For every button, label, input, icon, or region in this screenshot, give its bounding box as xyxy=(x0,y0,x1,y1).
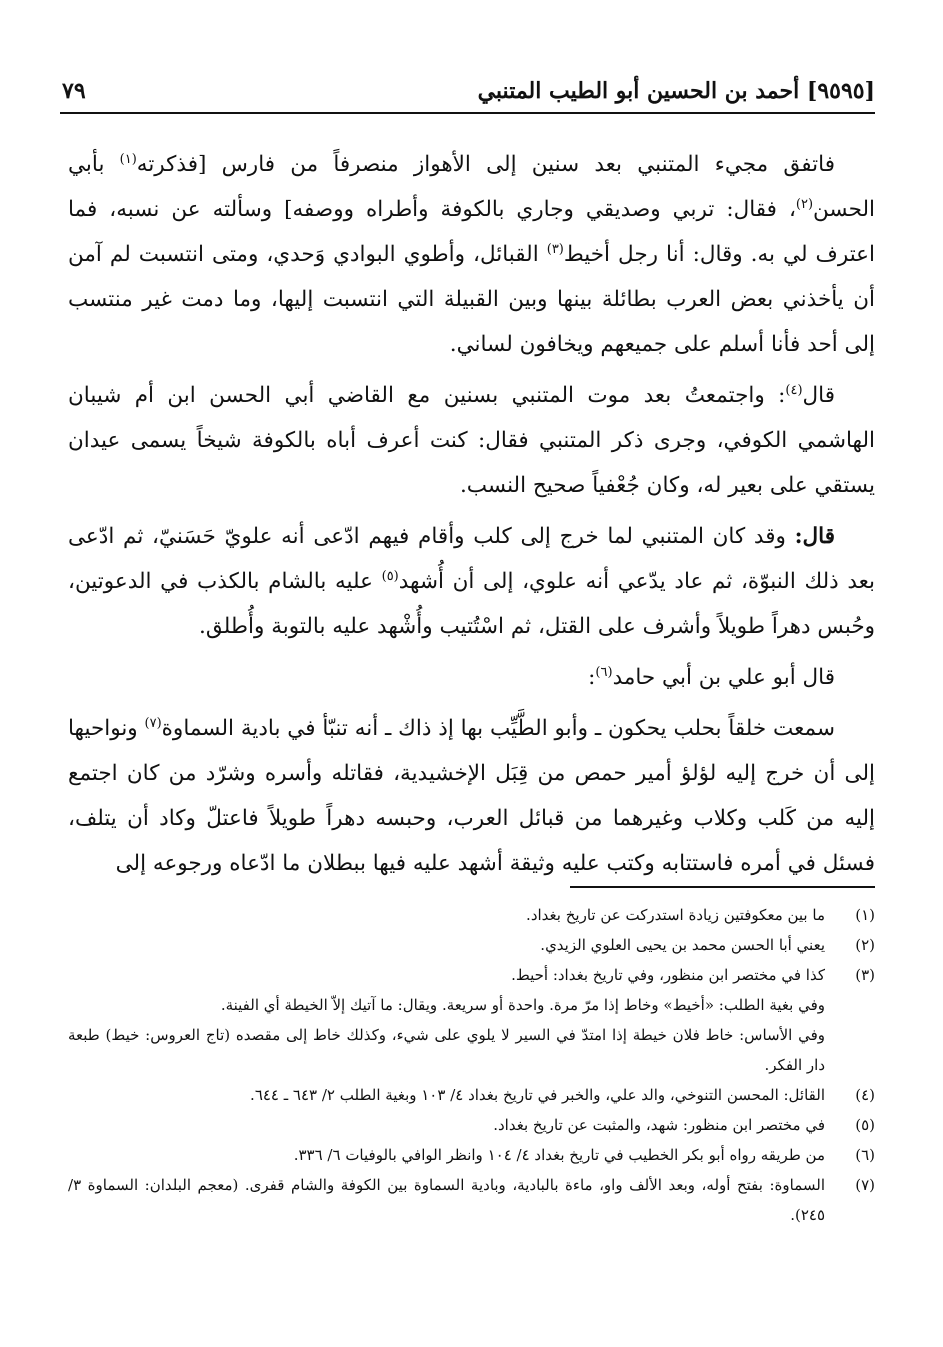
footnote-text: من طريقه رواه أبو بكر الخطيب في تاريخ بغداد ٤/ ١٠٤ وانظر الوافي بالوفيات ٦/ ٣٣٦. xyxy=(293,1146,825,1164)
footnote-text: يعني أبا الحسن محمد بن يحيى العلوي الزيدي. xyxy=(540,936,825,954)
text-run: : xyxy=(588,665,596,690)
footnote-number: (٦) xyxy=(855,1146,875,1164)
paragraph-2 xyxy=(68,373,875,508)
main-text xyxy=(68,142,875,892)
page-header xyxy=(60,72,875,114)
text-run: سمعت خلقاً بحلب يحكون ـ وأبو الطَّيِّب بها إذ ذاك ـ أنه تنبّأ في بادية السماوة xyxy=(161,716,835,741)
footnote-2 xyxy=(68,930,875,960)
footnote-6 xyxy=(68,1140,875,1170)
text-run: ونواحيها إلى أن خرج إليه لؤلؤ أمير حمص من قِبَل الإخشيدية، فقاتله وأسره وشرّد من كان اجتمع إليه من كَلب وكلاب وغيرهما من قبائل العرب، وحبسه دهراً طويلاً فاعتلّ وكاد أن يتلف، فسئل في أمره فاستتابه وكتب عليه وثيقة أشهد عليه فيها ببطلان ما ادّعاه ورجوعه إلى xyxy=(68,716,875,876)
footnote-separator xyxy=(570,886,875,888)
footnote-number: (٣) xyxy=(855,966,875,984)
text-run: بأبي الحسن xyxy=(68,152,875,222)
footnote-text: السماوة: بفتح أوله، وبعد الألف واو، ماءة بالبادية، وبادية السماوة بين الكوفة والشام قفرى. (معجم البلدان: السماوة ٣/ ٢٤٥). xyxy=(68,1176,825,1224)
footnote-ref: (٣) xyxy=(546,241,564,257)
text-run: فاتفق مجيء المتنبي بعد سنين إلى الأهواز منصرفاً من فارس [فذكرته xyxy=(136,152,835,177)
text-run: القبائل، وأطوي البوادي وَحدي، ومتى انتسبت لم آمن أن يأخذني بعض العرب بطائلة بينها وبين القبيلة التي انتسبت إليها، وما دمت غير منتسب إلى أحد فأنا أسلم على جميعهم ويخافون لساني. xyxy=(68,242,875,357)
footnote-subtext: وفي بغية الطلب: «أخيط» وخاط إذا مرّ مرة. واحدة أو سريعة. ويقال: ما آتيك إلاّ الخيطة أي الفينة. xyxy=(220,996,825,1014)
footnote-ref: (١) xyxy=(119,151,137,167)
page-number: ٧٩ xyxy=(62,78,86,104)
footnote-text: القائل: المحسن التنوخي، والد علي، والخبر في تاريخ بغداد ٤/ ١٠٣ وبغية الطلب ٢/ ٦٤٣ ـ ٦٤٤. xyxy=(250,1086,825,1104)
footnote-ref: (٤) xyxy=(785,382,803,398)
footnotes xyxy=(68,900,875,1230)
paragraph-5 xyxy=(68,706,875,886)
text-run: ، فقال: تربي وصديقي وجاري بالكوفة وأطراه ووصفه] وسألته عن نسبه، فما اعترف لي به. وقال: أنا رجل أخيط xyxy=(68,197,875,267)
text-run: : واجتمعتُ بعد موت المتنبي بسنين مع القاضي أبي الحسن ابن أم شيبان الهاشمي الكوفي، وجرى ذكر المتنبي فقال: كنت أعرف أباه بالكوفة شيخاً يسمى عيدان يستقي على بعير له، وكان جُعْفياً صحيح النسب. xyxy=(68,383,875,498)
footnote-5 xyxy=(68,1110,875,1140)
footnote-text: في مختصر ابن منظور: شهد، والمثبت عن تاريخ بغداد. xyxy=(493,1116,825,1134)
text-run: وقد كان المتنبي لما خرج إلى كلب وأقام فيهم ادّعى أنه علويّ حَسَنيّ، ثم ادّعى بعد ذلك النبوّة، ثم عاد يدّعي أنه علوي، إلى أن أُشهد xyxy=(68,524,876,594)
footnote-text: ما بين معكوفتين زيادة استدركت عن تاريخ بغداد. xyxy=(526,906,825,924)
footnote-number: (٧) xyxy=(855,1176,875,1194)
paragraph-lead: قال: xyxy=(794,524,835,549)
footnote-number: (٤) xyxy=(855,1086,875,1104)
paragraph-3 xyxy=(68,514,875,649)
footnote-ref: (٧) xyxy=(144,715,162,731)
footnote-text: كذا في مختصر ابن منظور، وفي تاريخ بغداد: أحيط. xyxy=(511,966,825,984)
text-run: قال أبو علي بن أبي حامد xyxy=(612,665,835,690)
footnote-number: (١) xyxy=(855,906,875,924)
footnote-7 xyxy=(68,1170,875,1230)
paragraph-4 xyxy=(68,655,875,700)
footnote-ref: (٢) xyxy=(795,196,814,212)
footnote-4 xyxy=(68,1080,875,1110)
footnote-subtext: وفي الأساس: خاط فلان خيطة إذا امتدّ في السير لا يلوي على شيء، وكذلك خاط إلى مقصده (تاج العروس: خيط) طبعة دار الفكر. xyxy=(68,1026,825,1074)
footnote-number: (٥) xyxy=(855,1116,875,1134)
footnote-number: (٢) xyxy=(855,936,875,954)
footnote-ref: (٥) xyxy=(381,568,399,584)
footnote-3 xyxy=(68,960,875,1080)
text-run: قال xyxy=(802,383,835,408)
text-run: عليه بالشام بالكذب في الدعوتين، وحُبس دهراً طويلاً وأشرف على القتل، ثم اسْتُتيب وأُشْهد عليه بالتوبة وأُطلق. xyxy=(68,569,875,639)
footnote-ref: (٦) xyxy=(595,664,613,680)
paragraph-1 xyxy=(68,142,875,367)
running-head: [٩٥٩٥] أحمد بن الحسين أبو الطيب المتنبي xyxy=(477,78,875,104)
footnote-1 xyxy=(68,900,875,930)
